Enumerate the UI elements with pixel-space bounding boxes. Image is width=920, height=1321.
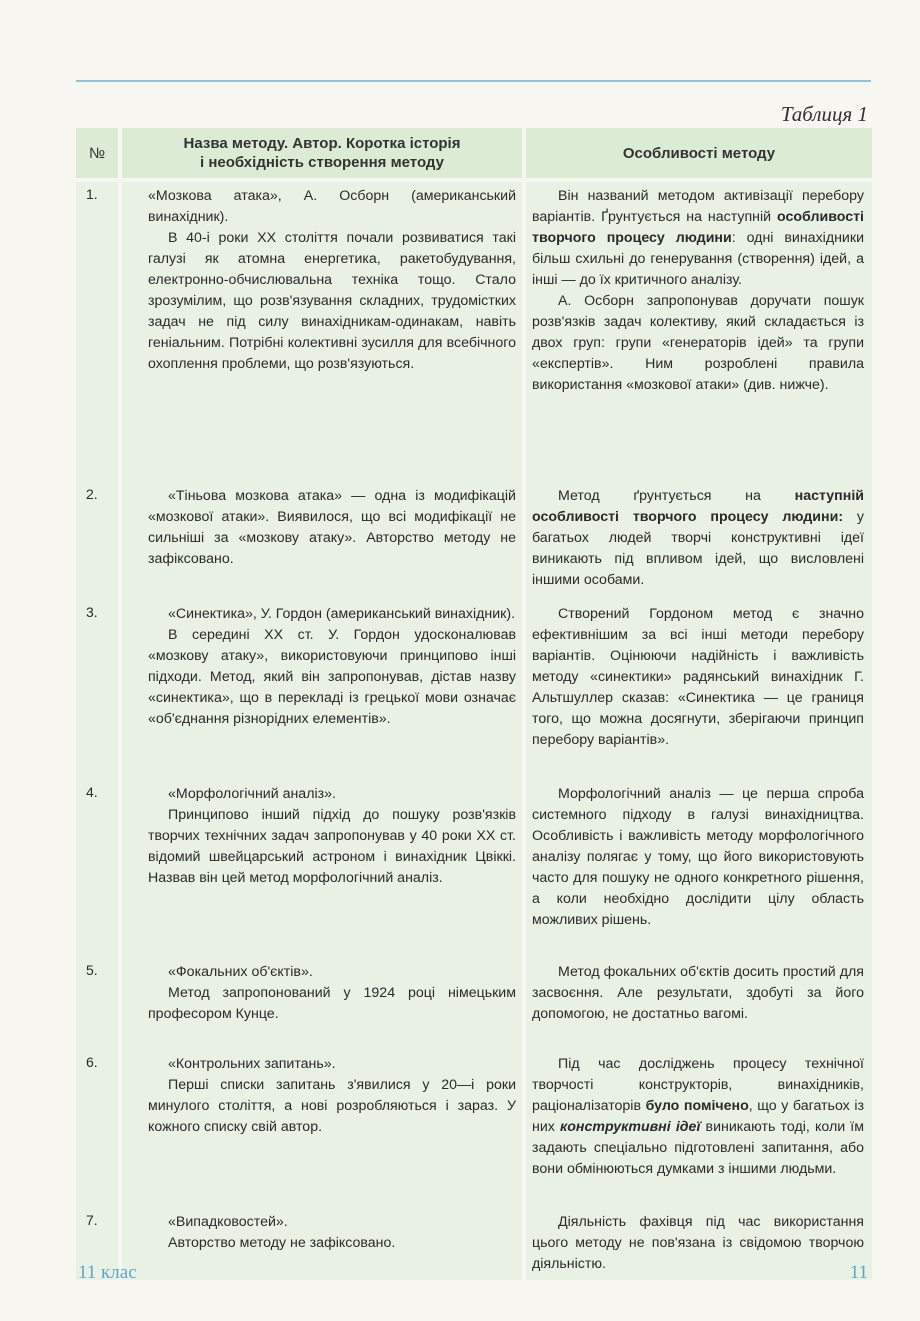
table-row bbox=[76, 482, 872, 600]
row-method bbox=[122, 182, 522, 482]
row-num: 7. bbox=[76, 1208, 118, 1280]
method-history: Перші списки запитань з'явилися у 20—і роки минулого століття, а нові розробляються і зараз. У кожного списку свій автор. bbox=[148, 1077, 516, 1135]
features-paragraph: Морфологічний аналіз — це перша спроба системного підходу в галузі винахідництва. Особливість і важливість методу морфологічного аналізу полягає у тому, що його використовують часто для пошуку не одного конкретного рішення, а коли необхідно дослідити цілу область можливих рішень. bbox=[532, 786, 864, 928]
row-num: 5. bbox=[76, 958, 118, 1050]
table-header bbox=[76, 128, 872, 178]
row-num: 1. bbox=[76, 182, 118, 482]
row-num: 2. bbox=[76, 482, 118, 600]
page-number: 11 bbox=[849, 1262, 868, 1283]
row-features bbox=[526, 1050, 872, 1208]
table-row bbox=[76, 182, 872, 482]
header-left-line1: Назва методу. Автор. Коротка історія bbox=[183, 135, 461, 152]
row-method bbox=[122, 958, 522, 1050]
row-method bbox=[122, 600, 522, 780]
row-num: 4. bbox=[76, 780, 118, 958]
method-name: «Контрольних запитань». bbox=[168, 1056, 336, 1072]
header-left-line2: і необхідність створення методу bbox=[200, 154, 444, 171]
table-row bbox=[76, 600, 872, 780]
table-row bbox=[76, 1050, 872, 1208]
table-caption: Таблиця 1 bbox=[780, 102, 868, 126]
row-num: 6. bbox=[76, 1050, 118, 1208]
method-history: В 40-і роки XX століття почали розвиватися такі галузі як атомна енергетика, ракетобудування, електронно-обчислювальна техніка тощо. Стало зрозумілим, що розв'язування складних, трудомістких задач не під силу винахідникам-одинакам, навіть геніальним. Потрібні колективні зусилля для всебічного охоплення проблеми, що розв'язуються. bbox=[148, 230, 516, 372]
top-rule bbox=[76, 80, 871, 82]
footer-grade: 11 клас bbox=[78, 1262, 137, 1283]
table-row bbox=[76, 1208, 872, 1280]
method-name: «Фокальних об'єктів». bbox=[168, 964, 313, 980]
row-method bbox=[122, 1208, 522, 1280]
table-row bbox=[76, 958, 872, 1050]
header-num: № bbox=[76, 128, 118, 178]
method-name: «Морфологічний аналіз». bbox=[168, 786, 336, 802]
header-left bbox=[122, 128, 522, 178]
features-paragraph: Створений Гордоном метод є значно ефективнішим за всі інші методи перебору варіантів. Оцінюючи надійність і важливість методу «синектики» радянський винахідник Г. Альтшуллер сказав: «Синектика — це границя того, що можна досягнути, зберігаючи принцип перебору варіантів». bbox=[532, 606, 864, 748]
row-method bbox=[122, 482, 522, 600]
method-history: В середині XX ст. У. Гордон удосконалював «мозкову атаку», використовуючи принципово інші підходи. Метод, який він запропонував, дістав назву «синектика», що в перекладі із грецької мови означає «об'єднання різнорідних елементів». bbox=[148, 627, 516, 727]
method-history: Метод запропонований у 1924 році німецьким професором Кунце. bbox=[148, 985, 516, 1022]
row-features bbox=[526, 780, 872, 958]
row-features bbox=[526, 958, 872, 1050]
features-paragraph: Діяльність фахівця під час використання цього методу не пов'язана із свідомою творчою діяльністю. bbox=[532, 1214, 864, 1272]
method-name: «Мозкова атака», А. Осборн (американський винахідник). bbox=[148, 188, 516, 225]
method-name: «Синектика», У. Гордон (американський винахідник). bbox=[168, 606, 516, 622]
header-right: Особливості методу bbox=[526, 128, 872, 178]
features-paragraph: Під час досліджень процесу технічної творчості конструкторів, винахідників, раціоналізаторів було помічено, що у багатьох із них конструктивні ідеї виникають тоді, коли їм задають спеціально підготовлені запитання, або вони обмінюються думками з іншими людьми. bbox=[532, 1056, 865, 1177]
method-history: «Тіньова мозкова атака» — одна із модифікацій «мозкової атаки». Виявилося, що всі модифікації не сильніші за «мозкову атаку». Авторство методу не зафіксовано. bbox=[148, 488, 516, 567]
features-paragraph: Метод ґрунтується на наступній особливості творчого процесу людини: у багатьох людей творчі конструктивні ідеї виникають під впливом ідей, що висловлені іншими особами. bbox=[532, 488, 864, 588]
row-num: 3. bbox=[76, 600, 118, 780]
features-paragraph: А. Осборн запропонував доручати пошук розв'язків задач колективу, який складається із двох груп: групи «генераторів ідей» та групи «експертів». Ним розроблені правила використання «мозкової атаки» (див. нижче). bbox=[532, 293, 864, 393]
row-method bbox=[122, 1050, 522, 1208]
features-paragraph: Він названий методом активізації перебору варіантів. Ґрунтується на наступній особливості творчого процесу людини: одні винахідники більш схильні до генерування (створення) ідей, а інші — до їх критичного аналізу. bbox=[532, 188, 864, 288]
row-features bbox=[526, 182, 872, 482]
method-name: «Випадковостей». bbox=[168, 1214, 288, 1230]
row-method bbox=[122, 780, 522, 958]
row-features bbox=[526, 600, 872, 780]
row-features bbox=[526, 482, 872, 600]
methods-table bbox=[76, 128, 872, 1280]
table-row bbox=[76, 780, 872, 958]
features-paragraph: Метод фокальних об'єктів досить простий для засвоєння. Але результати, здобуті за його допомогою, не достатньо вагомі. bbox=[532, 964, 864, 1022]
method-history: Принципово інший підхід до пошуку розв'язків творчих технічних задач запропонував у 40 роки XX ст. відомий швейцарський астроном і винахідник Цвіккі. Назвав він цей метод морфологічний аналіз. bbox=[148, 807, 516, 886]
row-features bbox=[526, 1208, 872, 1280]
method-history: Авторство методу не зафіксовано. bbox=[168, 1235, 396, 1251]
